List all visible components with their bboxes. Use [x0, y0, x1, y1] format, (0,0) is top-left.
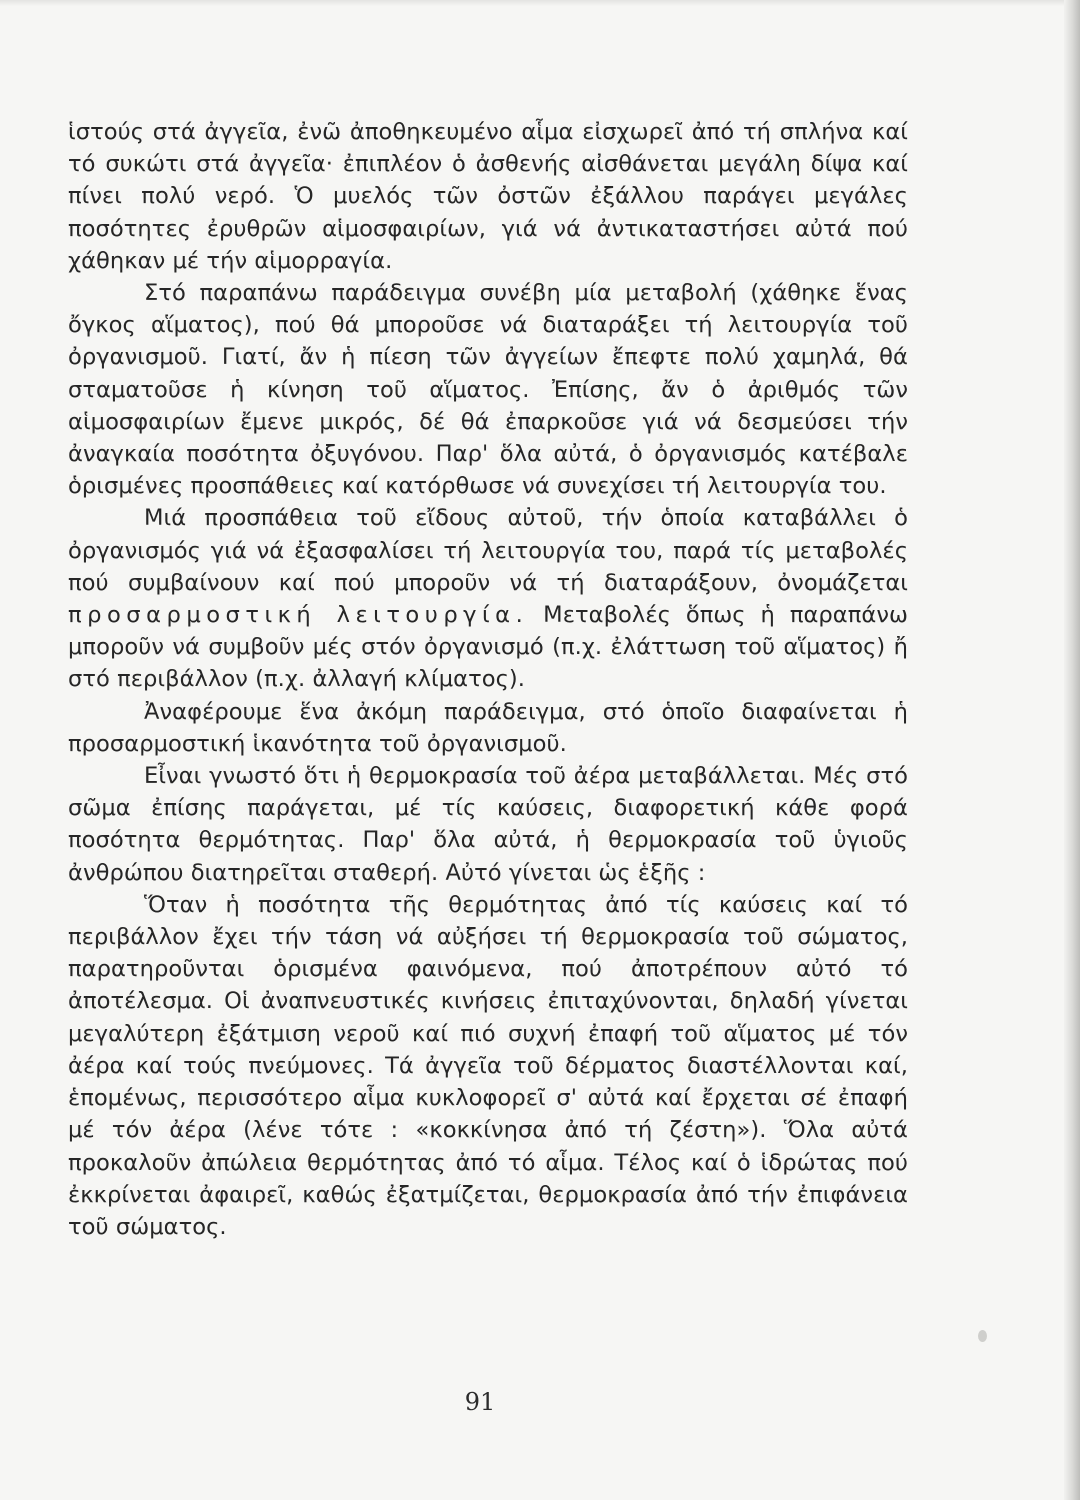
paragraph-6: Ὅταν ἡ ποσότητα τῆς θερμότητας ἀπό τίς καύσεις καί τό περιβάλλον ἔχει τήν τάση νά αὐξήσει τή θερμοκρασία τοῦ σώματος, παρατηροῦνται ὁρισμένα φαινόμενα, πού ἀποτρέπουν αὐτό τό ἀποτέλεσμα. Οἱ ἀναπνευστικές κινήσεις ἐπιταχύνονται, δηλαδή γίνεται μεγαλύτερη ἐξάτμιση νεροῦ καί πιό συχνή ἐπαφή τοῦ αἵματος μέ τόν ἀέρα καί τούς πνεύμονες. Τά ἀγγεῖα τοῦ δέρματος διαστέλλονται καί, ἑπομένως, περισσότερο αἷμα κυκλοφορεῖ σ' αὐτά καί ἔρχεται σέ ἐπαφή μέ τόν ἀέρα (λένε τότε : «κοκκίνησα ἀπό τή ζέστη»). Ὅλα αὐτά προκαλοῦν ἀπώλεια θερμότητας ἀπό τό αἷμα. Τέλος καί ὁ ἱδρώτας πού ἐκκρίνεται ἀφαιρεῖ, καθώς ἐξατμίζεται, θερμοκρασία ἀπό τήν ἐπιφάνεια τοῦ σώματος.: [68, 891, 908, 1240]
page-edge-shadow: [1064, 0, 1080, 1500]
paragraph-1: ἱστούς στά ἀγγεῖα, ἐνῶ ἀποθηκευμένο αἷμα εἰσχωρεῖ ἀπό τή σπλήνα καί τό συκώτι στά ἀγγεῖα· ἐπιπλέον ὁ ἀσθενής αἰσθάνεται μεγάλη δίψα καί πίνει πολύ νερό. Ὁ μυελός τῶν ὀστῶν ἐξάλλου παράγει μεγάλες ποσότητες ἐρυθρῶν αἱμοσφαιρίων, γιά νά ἀντικαταστήσει αὐτά πού χάθηκαν μέ τήν αἱμορραγία.: [68, 119, 908, 274]
paragraph-3-text-before: Μιά προσπάθεια τοῦ εἴδους αὐτοῦ, τήν ὁποία καταβάλλει ὁ ὀργανισμός γιά νά ἐξασφαλίσει τή λειτουργία του, παρά τίς μεταβολές πού συμβαίνουν καί πού μποροῦν νά τή διαταράξουν, ὀνομάζεται: [68, 505, 908, 596]
paragraph-4: Ἀναφέρουμε ἕνα ἀκόμη παράδειγμα, στό ὁποῖο διαφαίνεται ἡ προσαρμοστική ἱκανότητα τοῦ ὀργανισμοῦ.: [68, 698, 908, 757]
page-number: 91: [464, 1388, 496, 1416]
paragraph-3: [68, 502, 908, 695]
adaptive-function-term: προσαρμοστική λειτουργία.: [68, 602, 529, 629]
paragraph-5: Εἶναι γνωστό ὅτι ἡ θερμοκρασία τοῦ ἀέρα μεταβάλλεται. Μές στό σῶμα ἐπίσης παράγεται, μέ τίς καύσεις, διαφορετική κάθε φορά ποσότητα θερμότητας. Παρ' ὅλα αὐτά, ἡ θερμοκρασία τοῦ ὑγιοῦς ἀνθρώπου διατηρεῖται σταθερή. Αὐτό γίνεται ὡς ἑξῆς :: [68, 763, 908, 886]
scan-speck: [978, 1330, 987, 1342]
paragraph-3-text-after: Μεταβολές ὅπως ἡ παραπάνω μποροῦν νά συμβοῦν μές στόν ὀργανισμό (π.χ. ἐλάττωση τοῦ αἵματος) ἤ στό περιβάλλον (π.χ. ἀλλαγή κλίματος).: [68, 602, 908, 693]
top-shadow: [0, 0, 1080, 6]
body-text: [68, 116, 908, 1243]
paragraph-2: Στό παραπάνω παράδειγμα συνέβη μία μεταβολή (χάθηκε ἕνας ὄγκος αἵματος), πού θά μποροῦσε νά διαταράξει τή λειτουργία τοῦ ὀργανισμοῦ. Γιατί, ἄν ἡ πίεση τῶν ἀγγείων ἔπεφτε πολύ χαμηλά, θά σταματοῦσε ἡ κίνηση τοῦ αἵματος. Ἐπίσης, ἄν ὁ ἀριθμός τῶν αἱμοσφαιρίων ἔμενε μικρός, δέ θά ἐπαρκοῦσε γιά νά δεσμεύσει τήν ἀναγκαία ποσότητα ὀξυγόνου. Παρ' ὅλα αὐτά, ὁ ὀργανισμός κατέβαλε ὁρισμένες προσπάθειες καί κατόρθωσε νά συνεχίσει τή λειτουργία του.: [68, 280, 908, 500]
